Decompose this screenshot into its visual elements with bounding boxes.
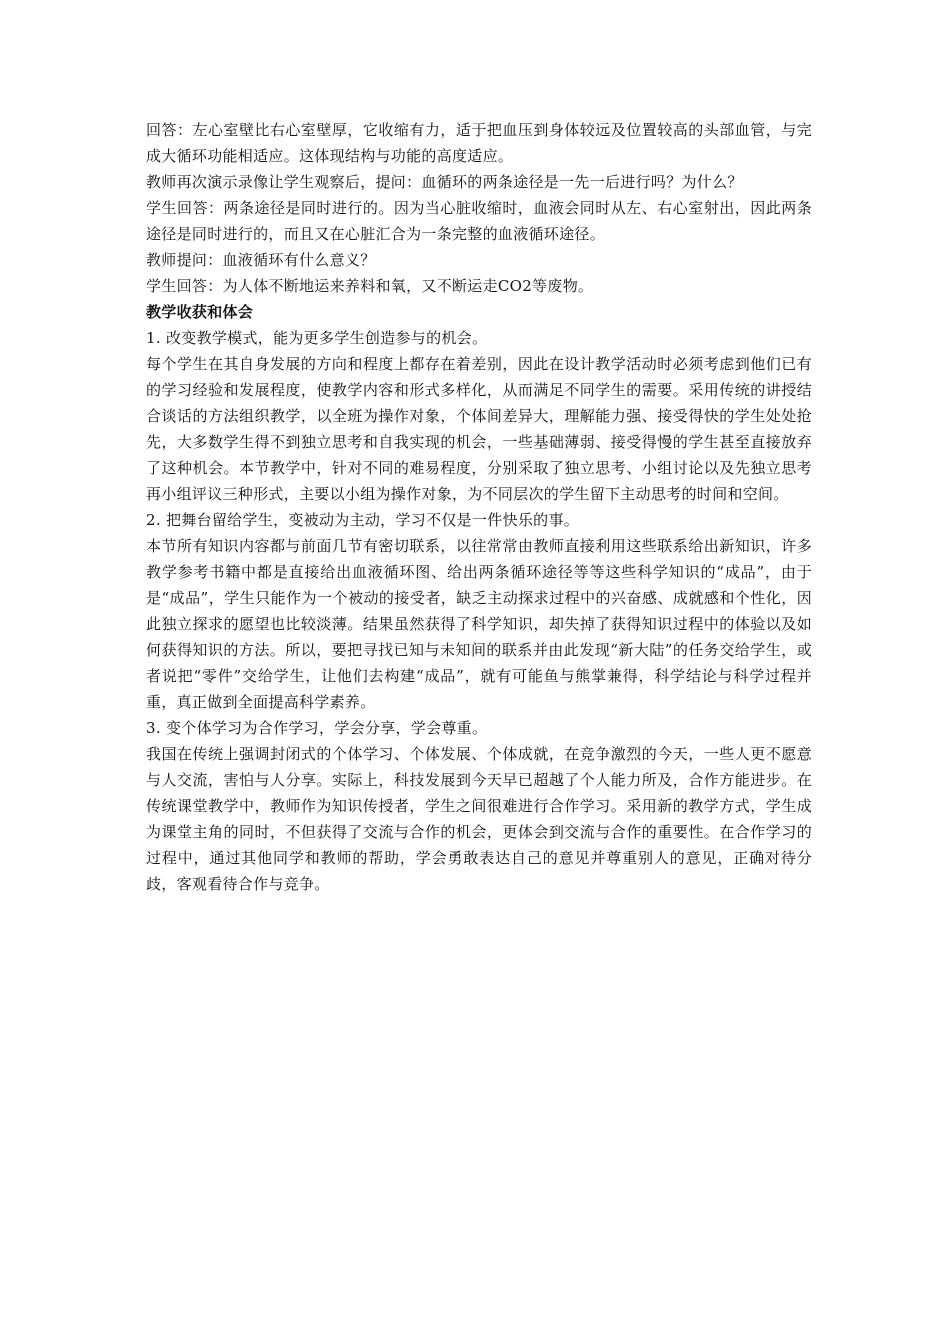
section-heading: 教学收获和体会 — [146, 303, 254, 321]
section-2-body: 本节所有知识内容都与前面几节有密切联系，以往常常由教师直接利用这些联系给出新知识，许多教学参考书籍中都是直接给出血液循环图、给出两条循环途径等等这些科学知识的“成品”，由于是“成品”，学生只能作为一个被动的接受者，缺乏主动探求过程中的兴奋感、成就感和个性化，因此独立探求的愿望也比较淡薄。结果虽然获得了科学知识，却失掉了获得知识过程中的体验以及如何获得知识的方法。所以，要把寻找已知与未知间的联系并由此发现“新大陆”的任务交给学生，或者说把“零件”交给学生，让他们去构建“成品”，就有可能鱼与熊掌兼得，科学结论与科学过程并重，真正做到全面提高科学素养。 — [146, 537, 812, 711]
section-2-title: 2. 把舞台留给学生，变被动为主动，学习不仅是一件快乐的事。 — [146, 511, 580, 529]
section-1-title: 1. 改变教学模式，能为更多学生创造参与的机会。 — [146, 329, 488, 347]
section-3-title: 3. 变个体学习为合作学习，学会分享，学会尊重。 — [146, 719, 488, 737]
section-1-body: 每个学生在其自身发展的方向和程度上都存在着差别，因此在设计教学活动时必须考虑到他们已有的学习经验和发展程度，使教学内容和形式多样化，从而满足不同学生的需要。采用传统的讲授结合谈话的方法组织教学，以全班为操作对象，个体间差异大，理解能力强、接受得快的学生处处抢先，大多数学生得不到独立思考和自我实现的机会，一些基础薄弱、接受得慢的学生甚至直接放弃了这种机会。本节教学中，针对不同的难易程度，分别采取了独立思考、小组讨论以及先独立思考再小组评议三种形式，主要以小组为操作对象，为不同层次的学生留下主动思考的时间和空间。 — [146, 355, 812, 503]
section-3-body: 我国在传统上强调封闭式的个体学习、个体发展、个体成就，在竞争激烈的今天，一些人更不愿意与人交流，害怕与人分享。实际上，科技发展到今天早已超越了个人能力所及，合作方能进步。在传统课堂教学中，教师作为知识传授者，学生之间很难进行合作学习。采用新的教学方式，学生成为课堂主角的同时，不但获得了交流与合作的机会，更体会到交流与合作的重要性。在合作学习的过程中，通过其他同学和教师的帮助，学会勇敢表达自己的意见并尊重别人的意见，正确对待分歧，客观看待合作与竞争。 — [146, 745, 812, 893]
teacher-question-1: 教师再次演示录像让学生观察后，提问：血循环的两条途径是一先一后进行吗？为什么？ — [146, 173, 743, 191]
answer-paragraph-1: 回答：左心室壁比右心室壁厚，它收缩有力，适于把血压到身体较远及位置较高的头部血管，与完成大循环功能相适应。这体现结构与功能的高度适应。 — [146, 121, 812, 165]
document-body — [146, 117, 812, 897]
student-answer-3: 学生回答：为人体不断地运来养料和氧，又不断运走CO2等废物。 — [146, 277, 594, 295]
teacher-question-2: 教师提问：血液循环有什么意义？ — [146, 251, 376, 269]
student-answer-2: 学生回答：两条途径是同时进行的。因为当心脏收缩时，血液会同时从左、右心室射出，因此两条途径是同时进行的，而且又在心脏汇合为一条完整的血液循环途径。 — [146, 199, 812, 243]
